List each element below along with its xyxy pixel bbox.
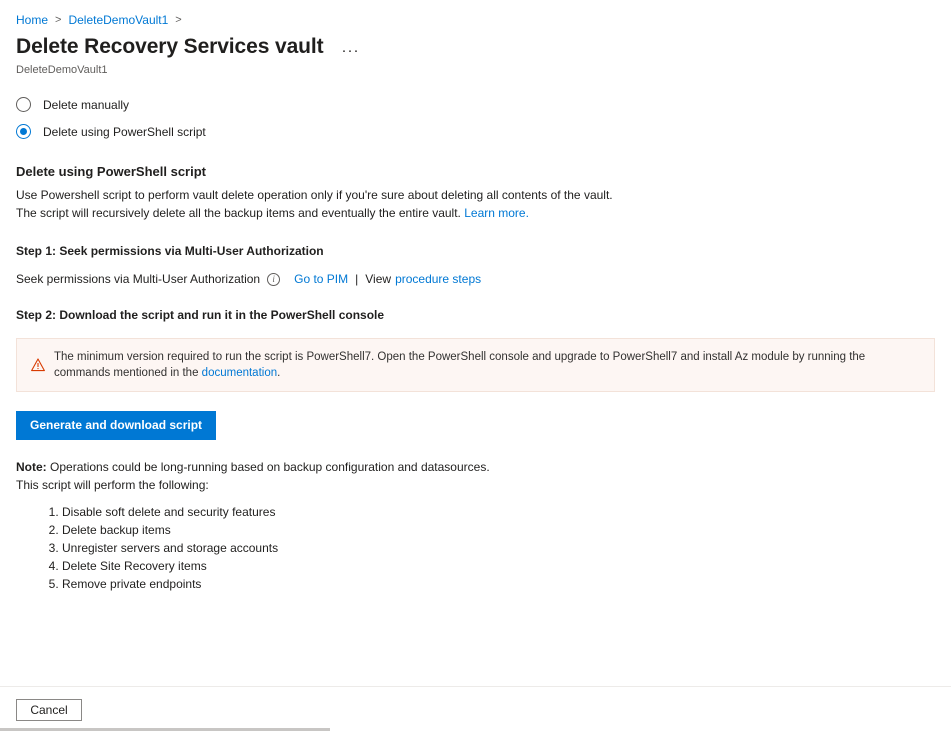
list-item: 2. Delete backup items bbox=[62, 521, 935, 539]
powershell-version-warning bbox=[16, 338, 935, 392]
warning-trailing: . bbox=[277, 367, 281, 379]
script-section-heading: Delete using PowerShell script bbox=[16, 164, 206, 179]
go-to-pim-link[interactable]: Go to PIM bbox=[294, 272, 349, 286]
breadcrumb-home[interactable]: Home bbox=[16, 12, 49, 27]
scrollbar-thumb[interactable] bbox=[0, 728, 330, 731]
learn-more-link[interactable]: Learn more. bbox=[464, 206, 529, 220]
procedure-steps-link[interactable]: procedure steps bbox=[395, 272, 482, 286]
step-1-row bbox=[16, 272, 935, 286]
warning-message: The minimum version required to run the script is PowerShell7. Open the PowerShell console and upgrade to PowerShell7 and install Az module by running the commands mentioned in the bbox=[54, 351, 866, 379]
step-1-text: Seek permissions via Multi-User Authorization bbox=[16, 272, 261, 286]
page-subtitle: DeleteDemoVault1 bbox=[16, 64, 108, 76]
list-item: 1. Disable soft delete and security features bbox=[62, 503, 935, 521]
warning-text bbox=[54, 349, 922, 381]
warning-icon bbox=[31, 358, 45, 372]
radio-delete-using-powershell[interactable] bbox=[16, 121, 935, 142]
view-label: View bbox=[365, 272, 392, 286]
radio-delete-manually[interactable] bbox=[16, 94, 935, 115]
note-text: Operations could be long-running based on backup configuration and datasources. bbox=[50, 460, 490, 474]
step-2-title: Step 2: Download the script and run it in the PowerShell console bbox=[16, 308, 385, 322]
delete-mode-radio-group bbox=[16, 94, 935, 142]
radio-label-powershell: Delete using PowerShell script bbox=[43, 124, 206, 139]
breadcrumb-separator-2: > bbox=[175, 13, 182, 26]
script-actions-list bbox=[16, 503, 935, 593]
radio-icon-powershell[interactable] bbox=[16, 124, 31, 139]
list-item: 4. Delete Site Recovery items bbox=[62, 557, 935, 575]
footer-bar bbox=[0, 686, 951, 732]
breadcrumb-vault[interactable]: DeleteDemoVault1 bbox=[68, 12, 169, 27]
cancel-button[interactable]: Cancel bbox=[16, 699, 82, 721]
info-icon[interactable]: i bbox=[267, 273, 280, 286]
step-1-title: Step 1: Seek permissions via Multi-User Authorization bbox=[16, 244, 324, 258]
breadcrumb bbox=[16, 0, 935, 28]
script-description-text: Use Powershell script to perform vault delete operation only if you're sure about deleting all contents of the vault. The script will recursively delete all the backup items and eventually the entire vault. bbox=[16, 188, 613, 220]
note-subtext: This script will perform the following: bbox=[16, 478, 209, 492]
generate-and-download-script-button[interactable]: Generate and download script bbox=[16, 411, 216, 440]
pipe-separator: | bbox=[355, 272, 359, 286]
note-label: Note: bbox=[16, 460, 47, 474]
note-line bbox=[16, 458, 935, 476]
title-row bbox=[16, 33, 935, 61]
page-title: Delete Recovery Services vault bbox=[16, 35, 324, 58]
script-section-description bbox=[16, 186, 616, 222]
list-item: 5. Remove private endpoints bbox=[62, 575, 935, 593]
list-item: 3. Unregister servers and storage accounts bbox=[62, 539, 935, 557]
radio-label-manual: Delete manually bbox=[43, 97, 130, 112]
more-options-button[interactable]: ··· bbox=[341, 41, 360, 59]
radio-icon-manual[interactable] bbox=[16, 97, 31, 112]
horizontal-scrollbar[interactable] bbox=[0, 728, 951, 732]
documentation-link[interactable]: documentation bbox=[201, 367, 278, 379]
breadcrumb-separator-1: > bbox=[55, 13, 62, 26]
